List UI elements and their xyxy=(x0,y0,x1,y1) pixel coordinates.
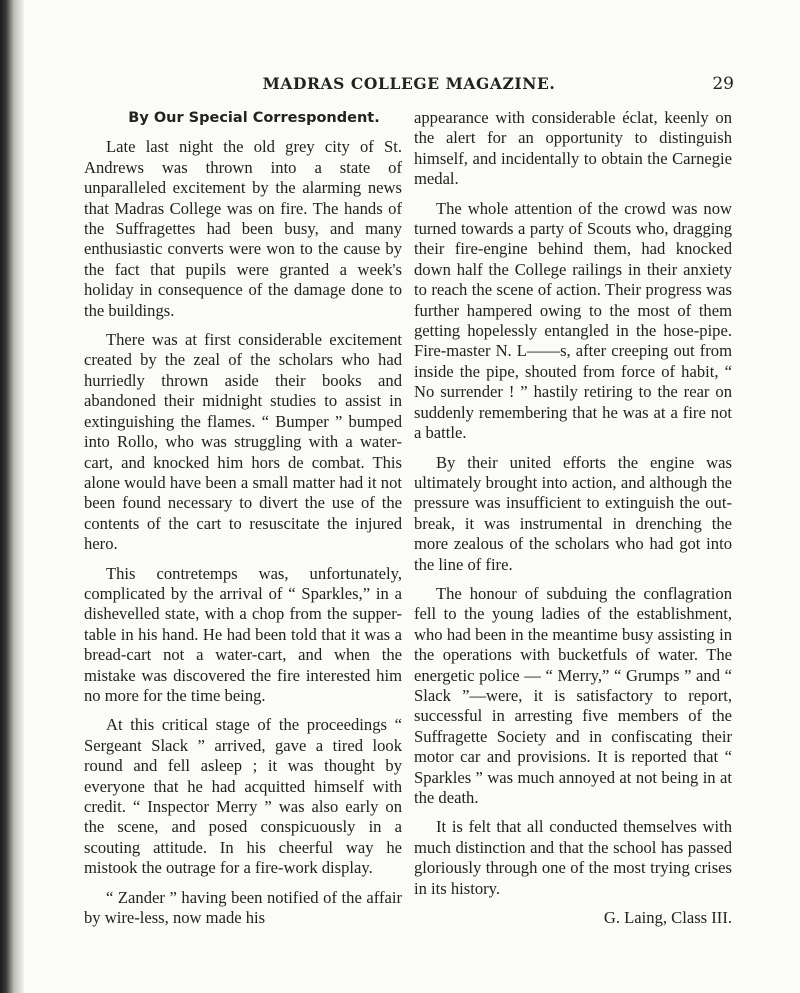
right-column xyxy=(414,108,732,937)
paragraph: The whole attention of the crowd was now turned towards a party of Scouts who, dragging their fire-engine behind them, had knocked down half the College railings in their anxiety to reach the scene of action. Their progress was further hampered owing to the most of them getting hopelessly entangled in the hose-pipe. Fire-master N. L——s, after creeping out from inside the pipe, shouted from force of habit, “ No surrender ! ” hastily retiring to the rear on suddenly remembering that he was at a fire not a battle. xyxy=(414,198,732,443)
page-header xyxy=(84,74,734,96)
paragraph: There was at first considerable excitement created by the zeal of the scholars who had hurriedly thrown aside their books and abandoned their midnight studies to assist in extinguishing the flames. “ Bumper ” bumped into Rollo, who was struggling with a water-cart, and knocked him hors de combat. This alone would have been a small matter had it not been found necessary to divert the use of the contents of the cart to resuscitate the injured hero. xyxy=(84,330,402,554)
paragraph: At this critical stage of the proceedings “ Sergeant Slack ” arrived, gave a tired look round and fell asleep ; it was thought by everyone that he had acquitted himself with credit. “ Inspector Merry ” was also early on the scene, and posed conspicuously in a scouting attitude. In his cheerful way he mistook the outrage for a fire-work display. xyxy=(84,715,402,878)
author-signature: G. Laing, Class III. xyxy=(603,908,732,928)
paragraph: “ Zander ” having been notified of the affair by wire-less, now made his xyxy=(84,887,402,928)
paragraph: The honour of subduing the conflagration fell to the young ladies of the establishment, who had been in the meantime busy assisting in the operations with bucketfuls of water. The energetic police — “ Merry,” “ Grumps ” and “ Slack ”—were, it is satisfactory to report, successful in arresting five members of the Suffragette Society and in confiscating their motor car and provisions. It is reported that “ Sparkles ” was much annoyed at not being in at the death. xyxy=(414,583,732,807)
paragraph: By their united efforts the engine was ultimately brought into action, and although the pressure was insufficient to extinguish the out-break, it was instrumental in drenching the more zealous of the scholars who had got into the line of fire. xyxy=(414,452,732,574)
scan-page-edge xyxy=(0,0,24,993)
paragraph: Late last night the old grey city of St. Andrews was thrown into a state of unparalleled excitement by the alarming news that Madras College was on fire. The hands of the Suffragettes had been busy, and many enthusiastic converts were won to the cause by the fact that pupils were granted a week's holiday in consequence of the damage done to the buildings. xyxy=(84,137,402,320)
magazine-title: MADRAS COLLEGE MAGAZINE. xyxy=(262,74,556,93)
paragraph: This contretemps was, unfortunately, complicated by the arrival of “ Sparkles,” in a dishevelled state, with a chop from the supper-table in his hand. He had been told that it was a bread-cart not a water-cart, and when the mistake was discovered the fire interested him no more for the time being. xyxy=(84,563,402,705)
paragraph: appearance with considerable éclat, keenly on the alert for an opportunity to distinguish himself, and incidentally to obtain the Carnegie medal. xyxy=(414,108,732,189)
left-column xyxy=(84,108,402,937)
page-number: 29 xyxy=(712,74,734,94)
article-heading: By Our Special Correspondent. xyxy=(128,110,380,126)
paragraph: It is felt that all conducted themselves with much distinction and that the school has passed gloriously through one of the most trying crises in its history. xyxy=(414,817,732,898)
